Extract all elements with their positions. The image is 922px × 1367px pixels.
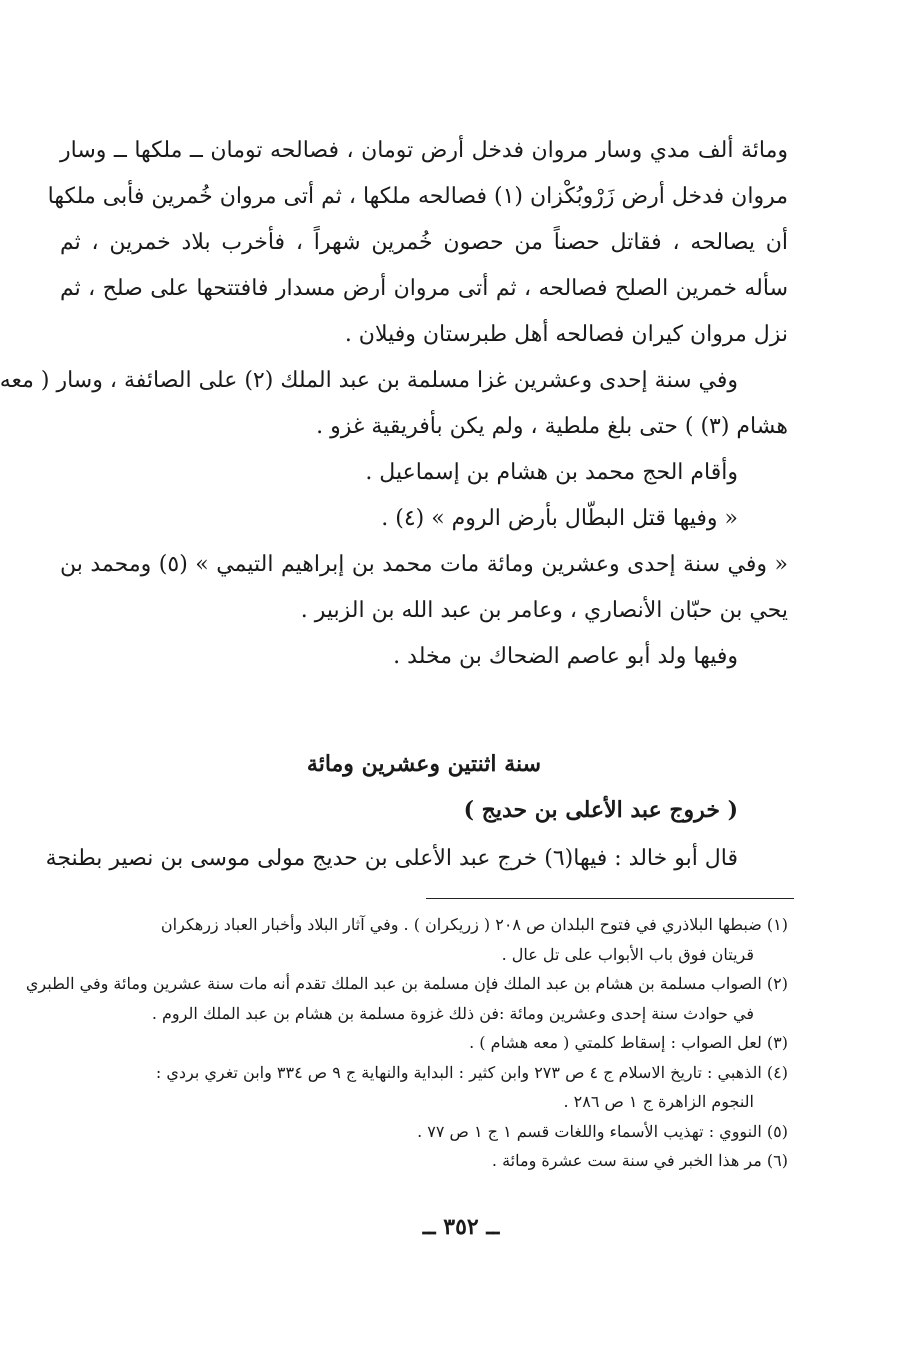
body-line: « وفيها قتل البطّال بأرض الروم » (٤) . — [381, 506, 738, 531]
body-line: « وفي سنة إحدى وعشرين ومائة مات محمد بن إبراهيم التيمي » (٥) ومحمد بن — [60, 552, 788, 577]
body-line: نزل مروان كيران فصالحه أهل طبرستان وفيلان . — [344, 322, 788, 347]
footnote-divider — [426, 898, 794, 899]
body-line: يحي بن حبّان الأنصاري ، وعامر بن عبد الله بن الزبير . — [300, 598, 788, 623]
body-line: مروان فدخل أرض زَرْوبُكْزان (١) فصالحه ملكها ، ثم أتى مروان خُمرين فأبى ملكها — [47, 184, 788, 209]
footnote-line: في حوادث سنة إحدى وعشرين ومائة :فن ذلك غزوة مسلمة بن هشام بن عبد الملك الروم . — [151, 1003, 754, 1023]
body-line: ومائة ألف مدي وسار مروان فدخل أرض تومان ، فصالحه تومان ــ ملكها ــ وسار — [60, 138, 788, 163]
footnotes — [25, 910, 788, 1176]
footnote-line: (٥) النووي : تهذيب الأسماء واللغات قسم ١ ج ١ ص ٧٧ . — [417, 1121, 788, 1141]
footnote-line: (٦) مر هذا الخبر في سنة ست عشرة ومائة . — [491, 1151, 788, 1170]
body-line: هشام (٣) ) حتى بلغ ملطية ، ولم يكن بأفريقية غزو . — [316, 414, 788, 439]
body-line: سأله خمرين الصلح فصالحه ، ثم أتى مروان أرض مسدار فافتتحها على صلح ، ثم — [60, 276, 788, 301]
footnote-line: قريتان فوق باب الأبواب على تل عال . — [501, 944, 754, 964]
footnote-line: (٣) لعل الصواب : إسقاط كلمتي ( معه هشام ) . — [469, 1033, 788, 1052]
section-subheading: ( خروج عبد الأعلى بن حديج ) — [463, 797, 738, 823]
page-number: ــ ٣٥٢ ــ — [422, 1214, 500, 1240]
section-gap — [60, 680, 788, 744]
body-line: وأقام الحج محمد بن هشام بن إسماعيل . — [365, 460, 738, 485]
section-heading: سنة اثنتين وعشرين ومائة — [306, 751, 542, 777]
body-line: أن يصالحه ، فقاتل حصناً من حصون خُمرين شهراً ، فأخرب بلاد خمرين ، ثم — [60, 230, 788, 255]
body-line: وفي سنة إحدى وعشرين غزا مسلمة بن عبد الملك (٢) على الصائفة ، وسار ( معه — [0, 368, 738, 393]
footnote-line: (٤) الذهبي : تاريخ الاسلام ج ٤ ص ٢٧٣ وابن كثير : البداية والنهاية ج ٩ ص ٣٣٤ وابن تغري بردي : — [155, 1062, 788, 1082]
main-text — [0, 128, 788, 882]
footnote-line: النجوم الزاهرة ج ١ ص ٢٨٦ . — [563, 1092, 754, 1111]
body-line: قال أبو خالد : فيها(٦) خرج عبد الأعلى بن حديج مولى موسى بن نصير بطنجة — [45, 846, 738, 871]
body-line: وفيها ولد أبو عاصم الضحاك بن مخلد . — [393, 644, 738, 669]
footnote-line: (١) ضبطها البلاذري في فتوح البلدان ص ٢٠٨ ( زريكران ) . وفي آثار البلاد وأخبار العباد زرهكران — [160, 915, 788, 934]
footnote-line: (٢) الصواب مسلمة بن هشام بن عبد الملك فإن مسلمة بن عبد الملك تقدم أنه مات سنة عشرين ومائة وفي الطبري — [25, 974, 788, 993]
